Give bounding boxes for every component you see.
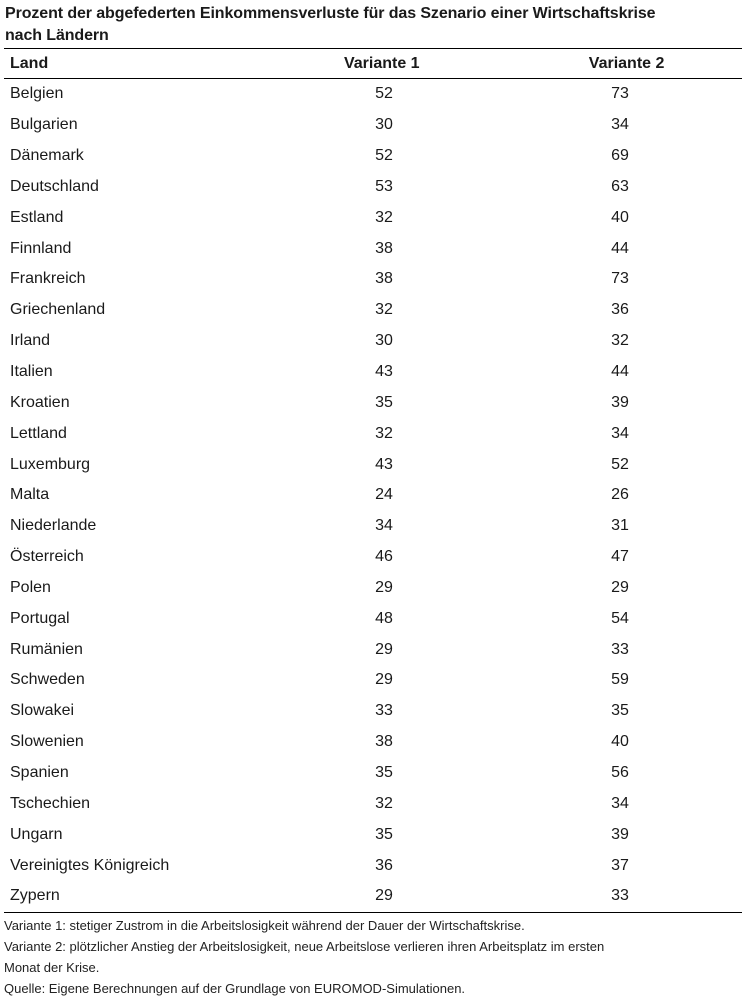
- table-row: [4, 881, 742, 913]
- cell-variante-1: 30: [375, 332, 393, 350]
- cell-variante-2: 39: [611, 825, 629, 843]
- footnotes: [4, 915, 744, 999]
- cell-variante-1: 38: [375, 733, 393, 751]
- cell-land: Irland: [10, 332, 51, 350]
- cell-land: Vereinigtes Königreich: [10, 856, 170, 874]
- table-row: [4, 418, 742, 449]
- table-row: [4, 264, 742, 295]
- table-row: [4, 480, 742, 511]
- cell-land: Österreich: [10, 548, 84, 566]
- cell-variante-1: 29: [375, 578, 393, 596]
- cell-variante-1: 29: [375, 671, 393, 689]
- cell-variante-1: 24: [375, 486, 393, 504]
- cell-variante-2: 44: [611, 363, 629, 381]
- footnote-source: Quelle: Eigene Berechnungen auf der Grundlage von EUROMOD-Simulationen.: [4, 981, 466, 996]
- table-row: [4, 758, 742, 789]
- cell-variante-2: 32: [611, 332, 629, 350]
- table-row: [4, 233, 742, 264]
- cell-variante-1: 43: [375, 455, 393, 473]
- column-header-land: Land: [10, 54, 49, 72]
- table-row: [4, 202, 742, 233]
- cell-land: Slowakei: [10, 702, 75, 720]
- cell-variante-2: 34: [611, 424, 629, 442]
- column-header-variante-2: Variante 2: [588, 54, 665, 72]
- cell-variante-2: 47: [611, 548, 629, 566]
- cell-variante-1: 35: [375, 393, 393, 411]
- cell-land: Malta: [10, 486, 50, 504]
- cell-variante-1: 32: [375, 208, 393, 226]
- cell-land: Deutschland: [10, 177, 99, 195]
- cell-variante-2: 69: [611, 147, 629, 165]
- table-row: [4, 141, 742, 172]
- cell-variante-1: 52: [375, 147, 393, 165]
- cell-variante-1: 33: [375, 702, 393, 720]
- cell-variante-2: 34: [611, 794, 629, 812]
- table-title: Prozent der abgefederten Einkommensverluste für das Szenario einer Wirtschaftskrise nach Ländern: [5, 5, 656, 44]
- table-row: [4, 573, 742, 604]
- cell-land: Kroatien: [10, 393, 70, 411]
- table-header-row: [4, 48, 742, 79]
- cell-variante-1: 48: [375, 609, 393, 627]
- cell-variante-2: 36: [611, 301, 629, 319]
- table-row: [4, 727, 742, 758]
- cell-land: Slowenien: [10, 733, 84, 751]
- cell-variante-1: 29: [375, 640, 393, 658]
- table-row: [4, 295, 742, 326]
- cell-variante-1: 43: [375, 363, 393, 381]
- footnote-variante-1: Variante 1: stetiger Zustrom in die Arbeitslosigkeit während der Dauer der Wirtschaftskrise.: [4, 918, 525, 933]
- table-row: [4, 542, 742, 573]
- table-row: [4, 696, 742, 727]
- cell-land: Niederlande: [10, 517, 97, 535]
- table-row: [4, 788, 742, 819]
- cell-land: Dänemark: [10, 147, 84, 165]
- cell-variante-2: 33: [611, 887, 629, 905]
- table-body: [4, 79, 742, 913]
- table-row: [4, 665, 742, 696]
- cell-variante-1: 53: [375, 177, 393, 195]
- footnote-variante-2: Variante 2: plötzlicher Anstieg der Arbeitslosigkeit, neue Arbeitslose verlieren ihren Arbeitsplatz im ersten: [4, 939, 605, 954]
- cell-variante-2: 35: [611, 702, 629, 720]
- cell-variante-2: 73: [611, 270, 629, 288]
- table-row: [4, 326, 742, 357]
- cell-land: Griechenland: [10, 301, 106, 319]
- cell-variante-2: 52: [611, 455, 629, 473]
- data-table: [4, 48, 742, 913]
- cell-variante-1: 34: [375, 517, 393, 535]
- cell-variante-1: 36: [375, 856, 393, 874]
- cell-variante-2: 59: [611, 671, 629, 689]
- cell-land: Polen: [10, 578, 51, 596]
- cell-variante-1: 38: [375, 270, 393, 288]
- cell-land: Frankreich: [10, 270, 86, 288]
- table-row: [4, 79, 742, 110]
- cell-land: Zypern: [10, 887, 60, 905]
- cell-land: Schweden: [10, 671, 85, 689]
- cell-variante-1: 46: [375, 548, 393, 566]
- table-row: [4, 172, 742, 203]
- table-row: [4, 634, 742, 665]
- cell-variante-2: 34: [611, 116, 629, 134]
- cell-variante-2: 31: [611, 517, 629, 535]
- cell-land: Ungarn: [10, 825, 63, 843]
- cell-variante-2: 39: [611, 393, 629, 411]
- cell-land: Lettland: [10, 424, 67, 442]
- cell-land: Spanien: [10, 763, 69, 781]
- cell-land: Belgien: [10, 85, 64, 103]
- cell-variante-1: 32: [375, 424, 393, 442]
- cell-land: Italien: [10, 363, 53, 381]
- cell-variante-1: 30: [375, 116, 393, 134]
- cell-variante-2: 37: [611, 856, 629, 874]
- cell-variante-2: 40: [611, 208, 629, 226]
- cell-variante-2: 44: [611, 239, 629, 257]
- cell-variante-1: 32: [375, 301, 393, 319]
- cell-variante-1: 32: [375, 794, 393, 812]
- cell-land: Estland: [10, 208, 64, 226]
- footnote-variante-2-continued: Monat der Krise.: [4, 960, 100, 975]
- table-row: [4, 449, 742, 480]
- cell-variante-1: 52: [375, 85, 393, 103]
- cell-variante-2: 73: [611, 85, 629, 103]
- cell-variante-1: 29: [375, 887, 393, 905]
- table-row: [4, 357, 742, 388]
- table-row: [4, 110, 742, 141]
- cell-variante-2: 26: [611, 486, 629, 504]
- cell-variante-2: 63: [611, 177, 629, 195]
- table-row: [4, 387, 742, 418]
- column-header-variante-1: Variante 1: [343, 54, 420, 72]
- cell-land: Rumänien: [10, 640, 83, 658]
- table-row: [4, 603, 742, 634]
- table-row: [4, 850, 742, 881]
- cell-variante-2: 33: [611, 640, 629, 658]
- cell-land: Bulgarien: [10, 116, 78, 134]
- table-row: [4, 819, 742, 850]
- cell-variante-1: 35: [375, 825, 393, 843]
- cell-land: Finnland: [10, 239, 72, 257]
- cell-land: Portugal: [10, 609, 70, 627]
- cell-variante-1: 35: [375, 763, 393, 781]
- cell-variante-2: 29: [611, 578, 629, 596]
- table-row: [4, 511, 742, 542]
- cell-variante-1: 38: [375, 239, 393, 257]
- cell-variante-2: 40: [611, 733, 629, 751]
- cell-land: Tschechien: [10, 794, 91, 812]
- cell-variante-2: 56: [611, 763, 629, 781]
- cell-variante-2: 54: [611, 609, 629, 627]
- cell-land: Luxemburg: [10, 455, 91, 473]
